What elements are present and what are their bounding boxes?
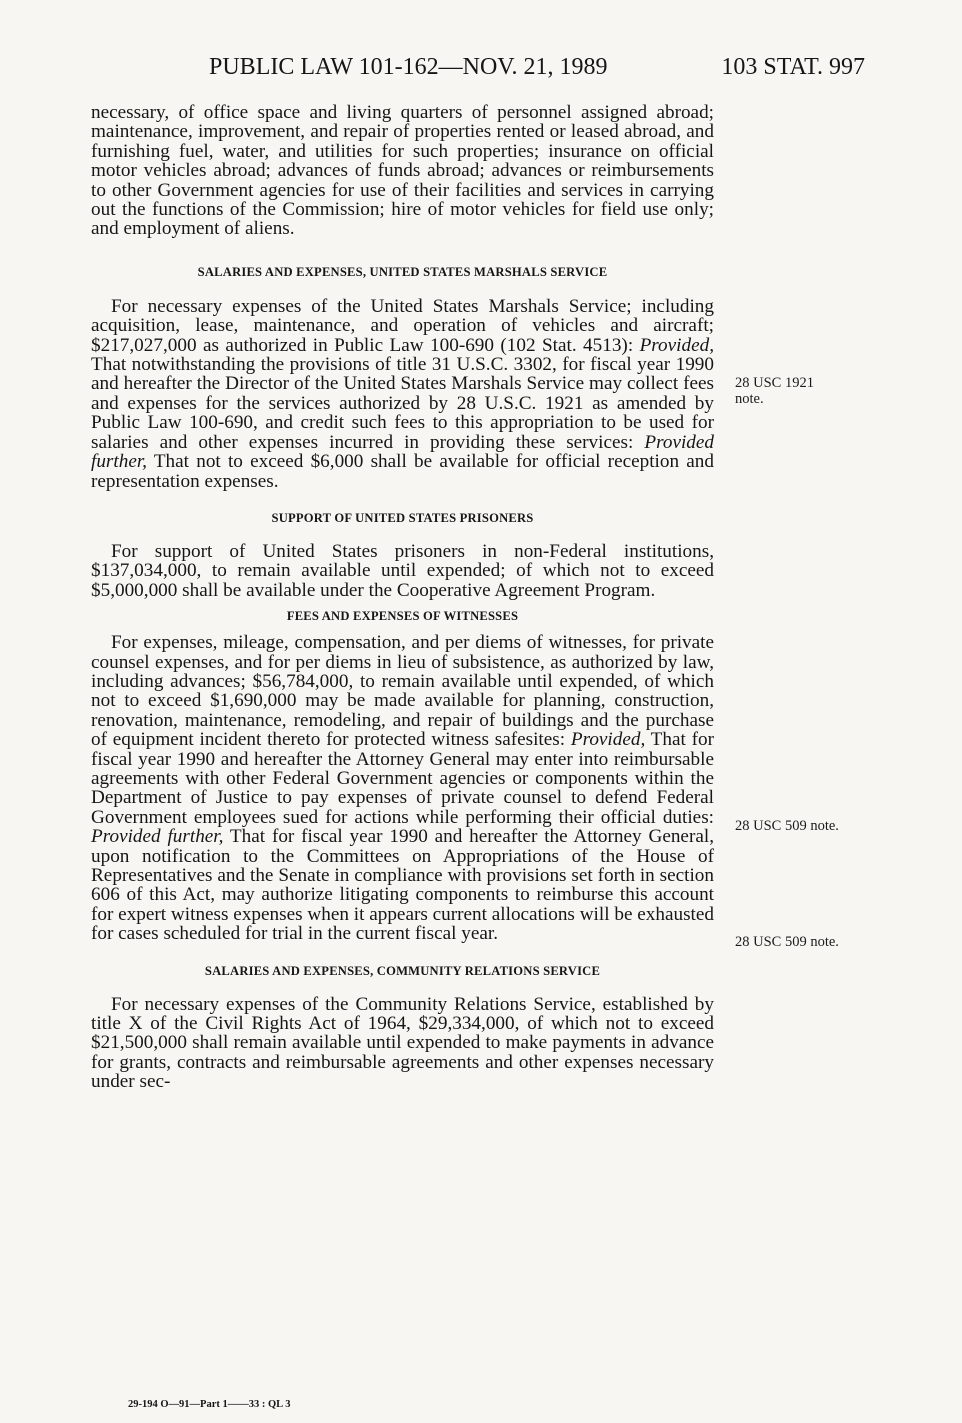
header-stat-page: 103 STAT. 997 [721, 54, 865, 80]
paragraph-witnesses: For expenses, mileage, compensation, and per diems of witnesses, for private counsel expenses, and for per diems in lieu of subsistence, as authorized by law, including advances; $56,784,000, to remain available until expended, of which not to exceed $1,690,000 may be made available for planning, construction, renovation, maintenance, remodeling, and repair of buildings and the purchase of equipment incident thereto for protected witness safesites: Provided, That for fiscal year 1990 and hereafter the Attorney General may enter into reimbursable agreements with other Federal Government agencies or components within the Department of Justice to pay expenses of private counsel to defend Federal Government employees sued for actions while performing their official duties: Provided further, That for fiscal year 1990 and hereafter the Attorney General, upon notification to the Committees on Appropriations of the House of Representatives and the Senate in compliance with provisions set forth in section 606 of this Act, may authorize litigating components to reimburse this account for expert witness expenses when it appears current allocations will be exhausted for cases scheduled for trial in the current fiscal year. [91, 632, 714, 945]
paragraph-marshals: For necessary expenses of the United States Marshals Service; including acquisition, lease, maintenance, and operation of vehicles and aircraft; $217,027,000 as authorized in Public Law 100-690 (102 Stat. 4513): Provided, That notwithstanding the provisions of title 31 U.S.C. 3302, for fiscal year 1990 and hereafter the Director of the United States Marshals Service may collect fees and expenses for the services authorized by 28 U.S.C. 1921 as amended by Public Law 100-690, and credit such fees to this appropriation to be used for salaries and other expenses incurred in providing these services: Provided further, That not to exceed $6,000 shall be available for official reception and representation expenses. [91, 295, 714, 492]
margin-note-28-usc-509-first: 28 USC 509 note. [735, 818, 839, 834]
running-header [195, 54, 865, 84]
margin-note-28-usc-1921: 28 USC 1921 note. [735, 375, 814, 407]
margin-note-28-usc-509-second: 28 USC 509 note. [735, 934, 839, 950]
section-heading-prisoners: SUPPORT OF UNITED STATES PRISONERS [271, 510, 534, 525]
paragraph-prisoners: For support of United States prisoners in non-Federal institutions, $137,034,000, to remain available until expended; of which not to exceed $5,000,000 shall be available under the Cooperative Agreement Program. [91, 540, 714, 601]
section-heading-witnesses: FEES AND EXPENSES OF WITNESSES [286, 609, 519, 624]
continuation-paragraph: necessary, of office space and living quarters of personnel assigned abroad; maintenance, improvement, and repair of properties rented or leased abroad, and furnishing fuel, water, and utilities for such properties; insurance on official motor vehicles abroad; advances of funds abroad; advances or reimbursements to other Government agencies for use of their facilities and services in carrying out the functions of the Commission; hire of motor vehicles for field use only; and employment of aliens. [91, 102, 714, 240]
paragraph-community-relations: For necessary expenses of the Community Relations Service, established by title X of the Civil Rights Act of 1964, $29,334,000, of which not to exceed $21,500,000 shall remain available until expended to make payments in advance for grants, contracts and reimbursable agreements and other expenses necessary under sec- [91, 993, 714, 1093]
print-job-footer: 29-194 O—91—Part 1——33 : QL 3 [128, 1399, 291, 1410]
body-text [91, 103, 714, 1092]
section-heading-community-relations: SALARIES AND EXPENSES, COMMUNITY RELATIONS SERVICE [204, 963, 601, 978]
section-heading-marshals: SALARIES AND EXPENSES, UNITED STATES MARSHALS SERVICE [197, 264, 608, 279]
header-title: PUBLIC LAW 101-162—NOV. 21, 1989 [209, 54, 608, 80]
